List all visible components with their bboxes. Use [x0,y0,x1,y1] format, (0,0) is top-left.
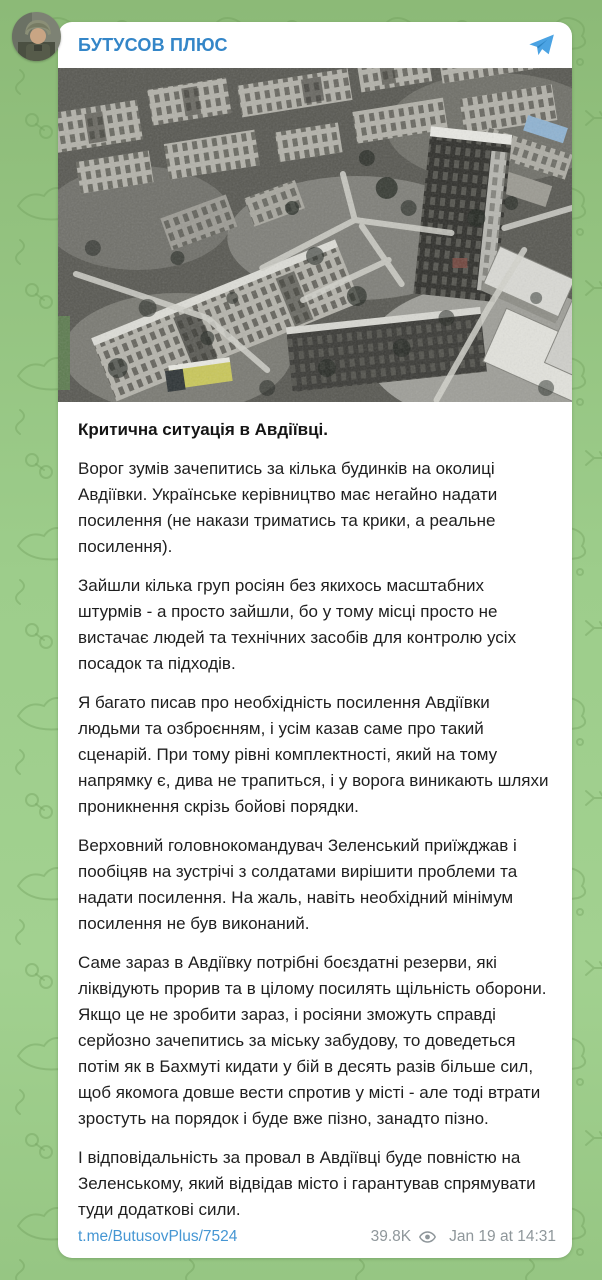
post-meta [371,1228,556,1246]
eye-icon [419,1231,436,1243]
post-photo-destroyed-city[interactable] [58,68,572,402]
post-paragraph: І відповідальність за провал в Авдіївці буде повністю на Зеленському, який відвідав місто і гарантував спрямувати туди додаткові сили. [78,1148,536,1219]
post-paragraph: Зайшли кілька груп росіян без якихось масштабних штурмів - а просто зайшли, бо у тому місці просто не вистачає людей та технічних засобів для контролю усіх посадок та підходів. [78,576,517,673]
paper-plane-icon[interactable] [528,32,555,59]
post-text [58,402,572,1226]
post-title: Критична ситуація в Авдіївці. [78,420,329,439]
post-paragraph: Я багато писав про необхідність посилення Авдіївки людьми та озброєнням, і усім казав саме про такий сценарій. При тому рівні комплектності, який на тому напрямку є, дива не трапиться, і у ворога виникають шляхи проникнення скрізь бойові порядки. [78,693,549,816]
post-header [58,22,572,68]
post-paragraph: Верховний головнокомандувач Зеленський приїжджав і пообіцяв на зустрічі з солдатами вирішити проблеми та надати посилення. На жаль, навіть необхідний мінімум посилення не був виконаний. [78,836,518,933]
post-permalink[interactable]: t.me/ButusovPlus/7524 [78,1228,238,1245]
telegram-post-card [58,22,572,1258]
post-date: Jan 19 at 14:31 [449,1228,556,1245]
soldier-avatar-image [12,12,61,61]
post-footer [58,1226,572,1258]
channel-name[interactable]: БУТУСОВ ПЛЮС [78,34,228,55]
post-paragraph: Саме зараз в Авдіївку потрібні боєздатні резерви, які ліквідують прорив та в цілому посилять щільність оборони. Якщо це не зробити зараз, і росіяни зможуть справді серйозно зачепитись за міську забудову, то доведеться потім як в Бахмуті кидати у бій в десять разів більше сил, щоб якомога довше вести спротив у місті - але тоді втрати зростуть на порядок і буде вже пізно, занадто пізно. [78,953,547,1128]
post-paragraph: Ворог зумів зачепитись за кілька будинків на околиці Авдіївки. Українське керівництво має негайно надати посилення (не накази триматись та крики, а реальне посилення). [78,459,498,556]
channel-avatar[interactable] [12,12,61,61]
views-count: 39.8K [370,1228,412,1245]
